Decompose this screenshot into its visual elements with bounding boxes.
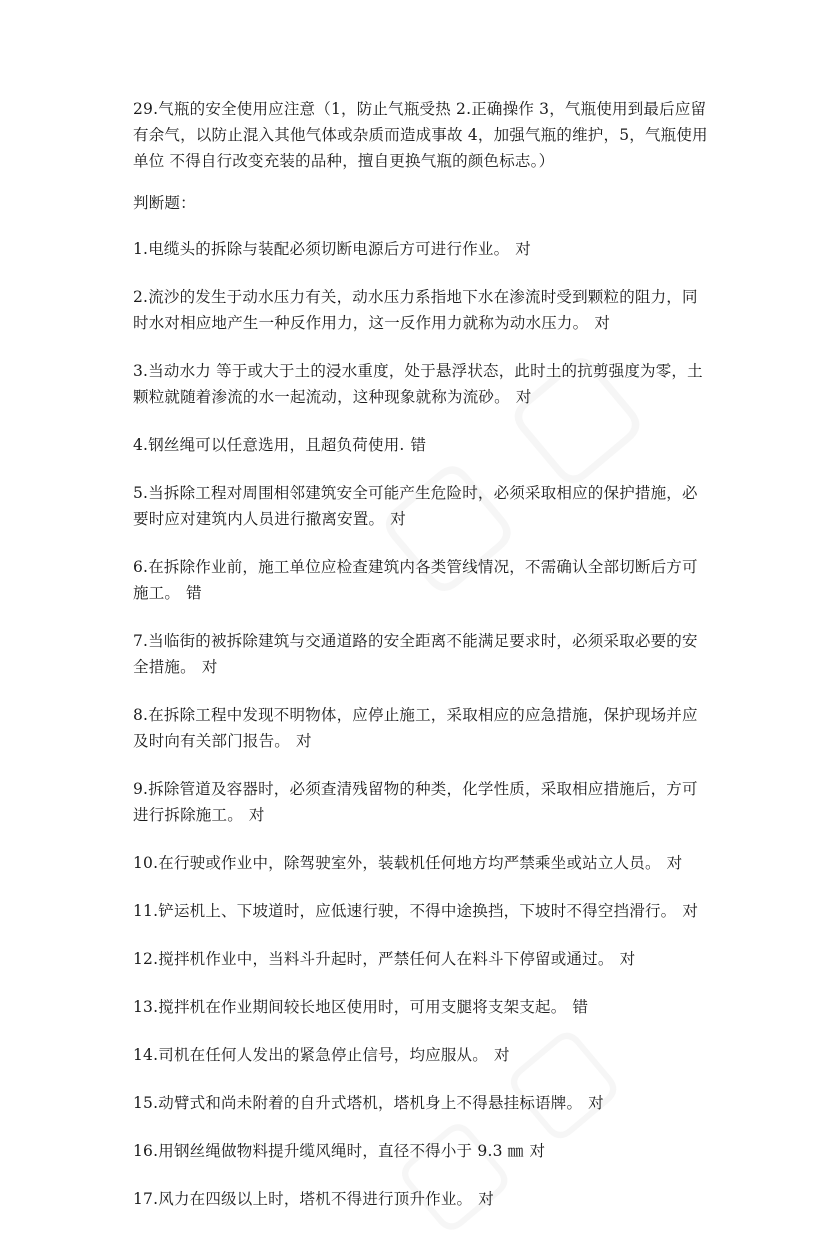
question-answer: 错 [186,584,202,602]
question-answer: 对 [666,854,683,872]
question-answer: 对 [493,1046,510,1064]
question-answer: 对 [248,806,265,824]
question-text: 1.电缆头的拆除与装配必须切断电源后方可进行作业。 [133,240,510,258]
question-item [133,554,713,606]
question-text: 2.流沙的发生于动水压力有关，动水压力系指地下水在渗流时受到颗粒的阻力，同时水对相应地产生一种反作用力，这一反作用力就称为动水压力。 [133,288,698,332]
question-item [133,994,713,1020]
question-answer: 对 [594,314,611,332]
question-item [133,898,713,924]
question-text: 7.当临街的被拆除建筑与交通道路的安全距离不能满足要求时，必须采取必要的安全措施。 [133,632,698,676]
question-answer: 错 [410,436,427,454]
question-text: 11.铲运机上、下坡道时，应低速行驶，不得中途换挡，下坡时不得空挡滑行。 [133,902,677,920]
question-item [133,1042,713,1068]
question-answer: 对 [529,1142,546,1160]
question-item [133,628,713,680]
question-item [133,1090,713,1116]
question-answer: 对 [588,1094,604,1112]
question-text: 12.搅拌机作业中，当料斗升起时，严禁任何人在料斗下停留或通过。 [133,950,614,968]
question-text: 14.司机在任何人发出的紧急停止信号，均应服从。 [133,1046,488,1064]
question-answer: 对 [515,388,532,406]
question-text: 5.当拆除工程对周围相邻建筑安全可能产生危险时，必须采取相应的保护措施，必要时应对建筑内人员进行撤离安置。 [133,484,698,528]
question-item [133,1138,713,1164]
question-item [133,432,713,458]
question-item [133,236,713,262]
question-text: 13.搅拌机在作业期间较长地区使用时，可用支腿将支架支起。 [133,998,567,1016]
intro-paragraph: 29.气瓶的安全使用应注意（1，防止气瓶受热 2.正确操作 3，气瓶使用到最后应留有余气，以防止混入其他气体或杂质而造成事故 4，加强气瓶的维护，5，气瓶使用单位 不得自行改变充装的品种，擅自更换气瓶的颜色标志。） [133,100,708,170]
question-answer: 对 [201,658,218,676]
question-item [133,480,713,532]
question-item [133,284,713,336]
question-item [133,946,713,972]
question-text: 3.当动水力 等于或大于土的浸水重度，处于悬浮状态，此时土的抗剪强度为零，土颗粒就随着渗流的水一起流动，这种现象就称为流砂。 [133,362,703,406]
question-answer: 错 [572,998,589,1016]
question-item [133,776,713,828]
question-item [133,850,713,876]
question-answer: 对 [478,1190,494,1208]
question-answer: 对 [515,240,531,258]
question-item [133,1186,713,1212]
document-body [133,96,713,1234]
question-text: 8.在拆除工程中发现不明物体，应停止施工，采取相应的应急措施，保护现场并应及时向有关部门报告。 [133,706,698,750]
question-answer: 对 [682,902,699,920]
question-answer: 对 [296,732,312,750]
section-heading: 判断题： [133,194,196,212]
question-text: 9.拆除管道及容器时，必须查清残留物的种类，化学性质，采取相应措施后，方可进行拆除施工。 [133,780,698,824]
question-text: 6.在拆除作业前，施工单位应检查建筑内各类管线情况，不需确认全部切断后方可施工。 [133,558,698,602]
question-item [133,358,713,410]
question-answer: 对 [390,510,406,528]
question-text: 15.动臂式和尚未附着的自升式塔机，塔机身上不得悬挂标语牌。 [133,1094,583,1112]
question-text: 10.在行驶或作业中，除驾驶室外，装载机任何地方均严禁乘坐或站立人员。 [133,854,661,872]
question-item [133,702,713,754]
question-text: 17.风力在四级以上时，塔机不得进行顶升作业。 [133,1190,473,1208]
question-answer: 对 [619,950,636,968]
question-text: 16.用钢丝绳做物料提升缆风绳时，直径不得小于 9.3 ㎜ [133,1142,524,1160]
question-text: 4.钢丝绳可以任意选用，且超负荷使用. [133,436,405,454]
